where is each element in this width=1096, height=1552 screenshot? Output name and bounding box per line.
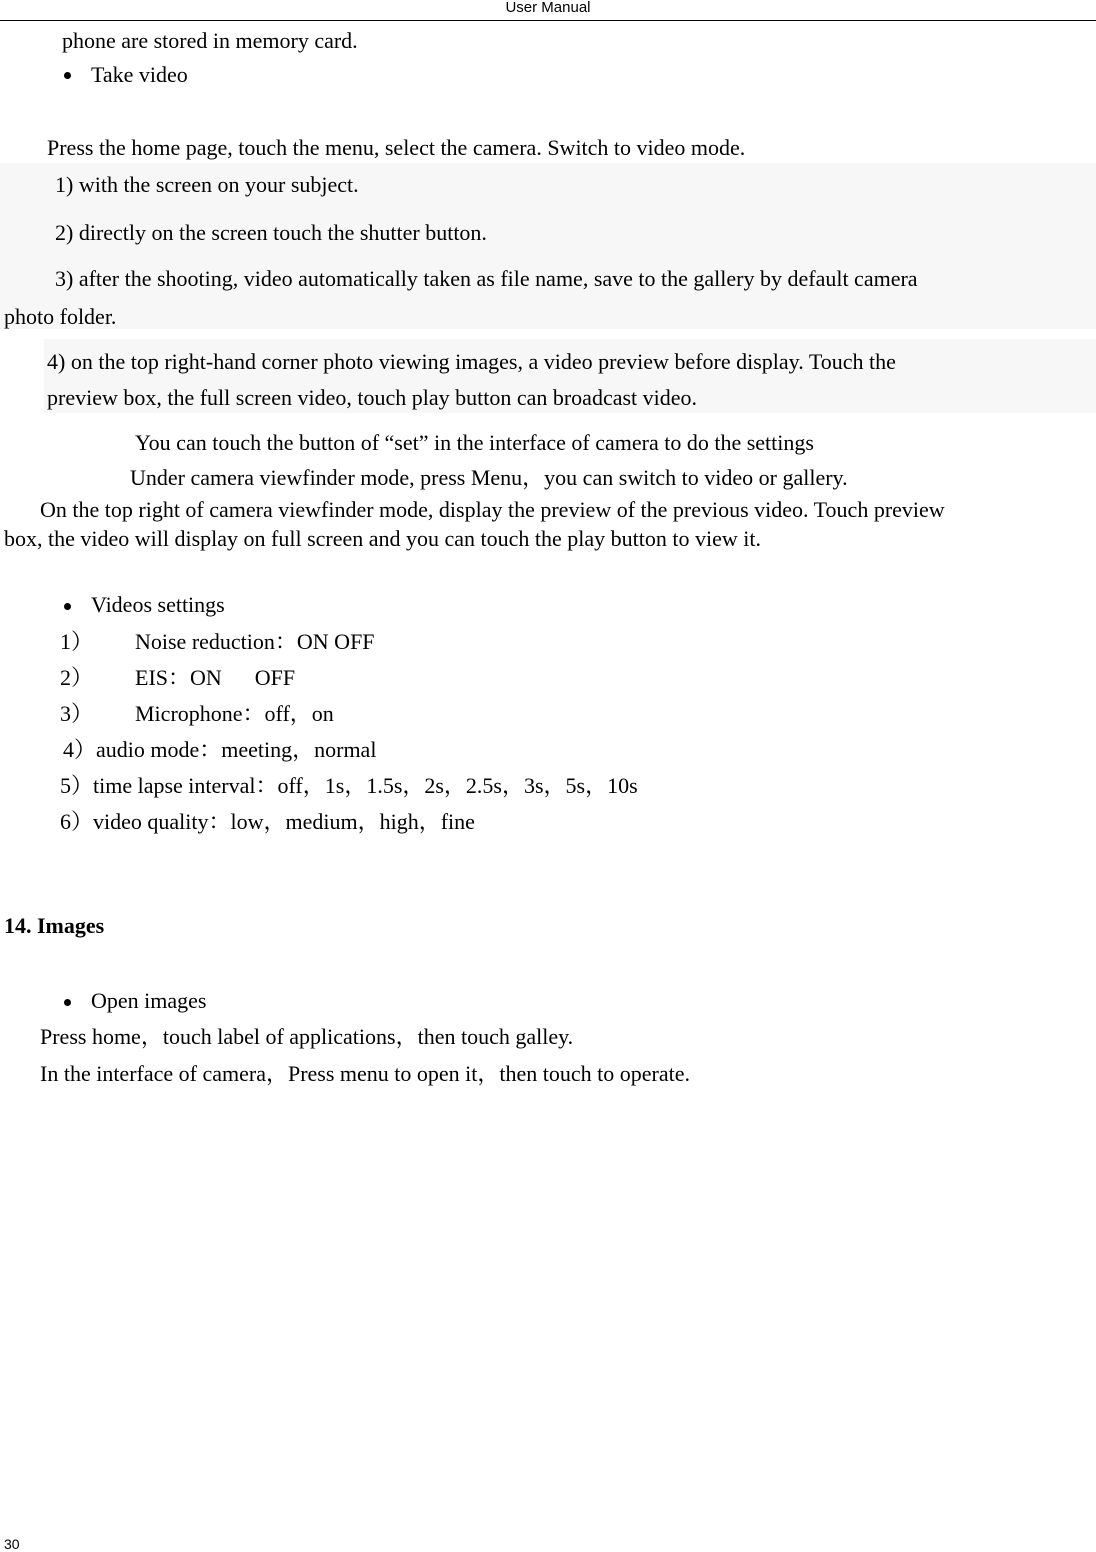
setting-2-text: EIS：ON OFF [135, 665, 296, 690]
setting-2-number: 2） [60, 665, 94, 690]
images-line-2: In the interface of camera，Press menu to open it，then touch to operate. [40, 1061, 690, 1086]
note-preview-line-1: On the top right of camera viewfinder mode, display the preview of the previous video. Touch preview [40, 497, 945, 522]
step-4-line-2: preview box, the full screen video, touch play button can broadcast video. [47, 385, 698, 410]
step-4-line-1: 4) on the top right-hand corner photo viewing images, a video preview before display. Touch the [47, 349, 896, 374]
step-3-continued: photo folder. [4, 304, 117, 329]
setting-5-text: 5）time lapse interval：off，1s，1.5s，2s，2.5s，3s，5s，10s [60, 773, 638, 798]
page-header [0, 0, 1096, 21]
images-line-1: Press home，touch label of applications，then touch galley. [40, 1024, 574, 1049]
setting-1-text: Noise reduction：ON OFF [135, 629, 375, 654]
video-settings-bullet: Videos settings [91, 592, 225, 617]
take-video-paragraph: Press the home page, touch the menu, select the camera. Switch to video mode. [47, 135, 746, 160]
step-3: 3) after the shooting, video automatically taken as file name, save to the gallery by default camera [55, 266, 918, 291]
header-title: User Manual [505, 0, 591, 16]
setting-6-text: 6）video quality：low，medium，high，fine [60, 809, 475, 834]
step-2: 2) directly on the screen touch the shutter button. [55, 220, 487, 245]
bullet-icon [64, 603, 71, 610]
intro-continuation: phone are stored in memory card. [62, 28, 358, 53]
setting-4-text: 4）audio mode：meeting，normal [63, 737, 377, 762]
setting-1-number: 1） [60, 629, 94, 654]
page-number: 30 [4, 1536, 20, 1552]
note-menu: Under camera viewfinder mode, press Menu，you can switch to video or gallery. [130, 465, 848, 490]
setting-3-text: Microphone：off，on [135, 701, 334, 726]
step-1: 1) with the screen on your subject. [55, 172, 359, 197]
bullet-icon [64, 999, 71, 1006]
setting-3-number: 3） [60, 701, 94, 726]
bullet-icon [64, 72, 71, 79]
section-heading-images: 14. Images [4, 913, 105, 938]
take-video-bullet: Take video [91, 62, 188, 87]
note-set-button: You can touch the button of “set” in the interface of camera to do the settings [135, 430, 814, 455]
note-preview-line-2: box, the video will display on full screen and you can touch the play button to view it. [4, 526, 762, 551]
open-images-bullet: Open images [91, 988, 207, 1013]
